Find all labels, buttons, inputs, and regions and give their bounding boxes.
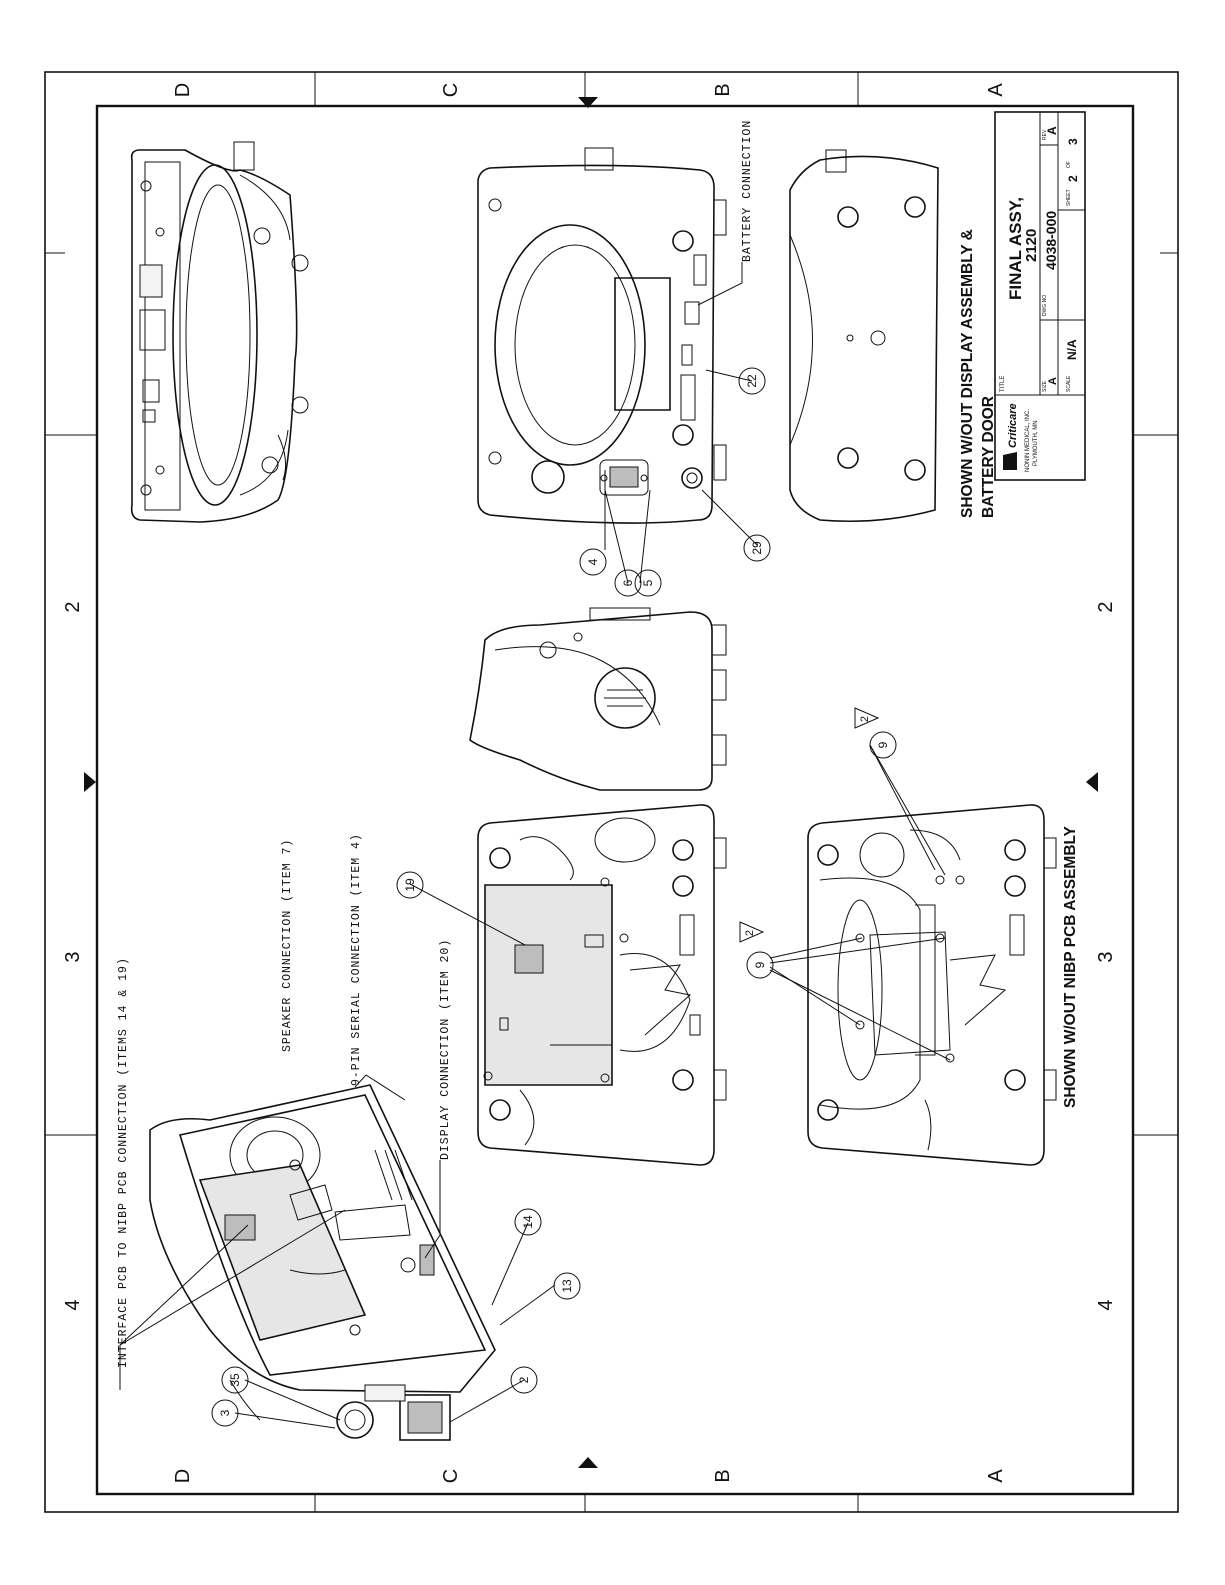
zone-left-2: 2 xyxy=(62,601,84,613)
company-name-2: PLYMOUTH, MN xyxy=(1033,420,1039,466)
balloon-3 xyxy=(212,1400,238,1426)
zone-bottom-a: A xyxy=(985,1469,1007,1483)
note-display-door: SHOWN W/OUT DISPLAY ASSEMBLY & xyxy=(959,229,976,518)
balloon-19 xyxy=(397,872,423,898)
zone-right-4: 4 xyxy=(1095,1299,1117,1311)
callout-display: DISPLAY CONNECTION (ITEM 20) xyxy=(439,938,452,1160)
zone-top-a: A xyxy=(985,83,1007,97)
balloon-29 xyxy=(744,535,770,561)
rev-flag-upper-label: 2 xyxy=(859,715,871,723)
zone-bottom-b: B xyxy=(712,1469,734,1483)
rev-flag-lower-label: 2 xyxy=(744,929,756,937)
zone-left-4: 4 xyxy=(62,1299,84,1311)
title-label: TITLE xyxy=(1000,375,1006,392)
balloon-5 xyxy=(635,570,661,596)
balloon-9-lower xyxy=(747,952,773,978)
balloon-9-upper-label: 9 xyxy=(876,741,890,749)
balloon-19-label: 19 xyxy=(403,878,417,892)
callout-speaker: SPEAKER CONNECTION (ITEM 7) xyxy=(281,838,294,1052)
balloon-13 xyxy=(554,1273,580,1299)
note-display-door-2: BATTERY DOOR xyxy=(980,396,997,518)
zone-right-2: 2 xyxy=(1095,601,1117,613)
scale-label: SCALE xyxy=(1066,375,1072,392)
balloon-4 xyxy=(580,549,606,575)
size-label: SIZE xyxy=(1042,380,1048,392)
balloon-9-lower-label: 9 xyxy=(753,961,767,969)
callout-interface-pcb: INTERFACE PCB TO NIBP PCB CONNECTION (ITEMS 14 & 19) xyxy=(117,957,130,1368)
balloon-6-label: 6 xyxy=(621,579,635,587)
of-value: 3 xyxy=(1066,138,1080,145)
dwg-label: DWG NO xyxy=(1042,294,1048,316)
balloon-29-label: 29 xyxy=(750,541,764,555)
company-logo-icon xyxy=(1003,452,1017,470)
scale-value: N/A xyxy=(1065,339,1079,360)
balloon-14-label: 14 xyxy=(521,1215,535,1229)
zone-bottom-c: C xyxy=(440,1468,462,1484)
balloon-22 xyxy=(739,368,765,394)
rev-label: REV xyxy=(1042,129,1048,140)
rev-flag-lower xyxy=(740,922,763,942)
interior-view-2 xyxy=(808,805,1056,1165)
balloon-2-label: 2 xyxy=(517,1376,531,1384)
rear-open-view xyxy=(478,148,726,523)
callout-serial: 9-PIN SERIAL CONNECTION (ITEM 4) xyxy=(350,833,363,1086)
side-view xyxy=(470,608,726,790)
balloon-2 xyxy=(511,1367,537,1393)
callout-battery: BATTERY CONNECTION xyxy=(741,119,754,262)
center-arrow-left xyxy=(84,772,96,792)
balloon-4-label: 4 xyxy=(586,558,600,566)
title-line-1: FINAL ASSY, xyxy=(1006,197,1025,300)
center-arrow-bottom xyxy=(578,1457,598,1468)
rev-value: A xyxy=(1045,126,1059,135)
zone-left-3: 3 xyxy=(62,951,84,963)
balloon-14 xyxy=(515,1209,541,1235)
title-block xyxy=(995,112,1085,480)
interior-view-1 xyxy=(478,805,726,1165)
dwg-value: 4038-000 xyxy=(1043,210,1059,270)
rear-shell-view xyxy=(132,142,308,522)
zone-top-b: B xyxy=(712,83,734,97)
balloon-6 xyxy=(615,570,641,596)
of-label: OF xyxy=(1066,161,1072,168)
rev-flag-upper xyxy=(855,708,878,728)
center-arrow-right xyxy=(1086,772,1098,792)
zone-top-c: C xyxy=(440,82,462,98)
balloon-9-upper xyxy=(870,732,896,758)
sheet-value: 2 xyxy=(1066,175,1080,182)
base-view xyxy=(790,150,938,521)
title-line-2: 2120 xyxy=(1023,228,1040,262)
logo-text: Criticare xyxy=(1007,403,1019,448)
company-name-1: NONIN MEDICAL, INC. xyxy=(1025,408,1031,472)
balloon-13-label: 13 xyxy=(560,1279,574,1293)
note-nibp: SHOWN W/OUT NIBP PCB ASSEMBLY xyxy=(1062,826,1079,1108)
sheet-label: SHEET xyxy=(1066,189,1072,206)
balloon-22-label: 22 xyxy=(745,374,759,388)
zone-top-d: D xyxy=(172,82,194,98)
balloon-5-label: 5 xyxy=(641,579,655,587)
size-value: A xyxy=(1047,377,1059,385)
zone-right-3: 3 xyxy=(1095,951,1117,963)
zone-bottom-d: D xyxy=(172,1468,194,1484)
balloon-3-label: 3 xyxy=(218,1409,232,1417)
balloon-35 xyxy=(222,1367,248,1393)
balloon-35-label: 35 xyxy=(228,1373,242,1387)
